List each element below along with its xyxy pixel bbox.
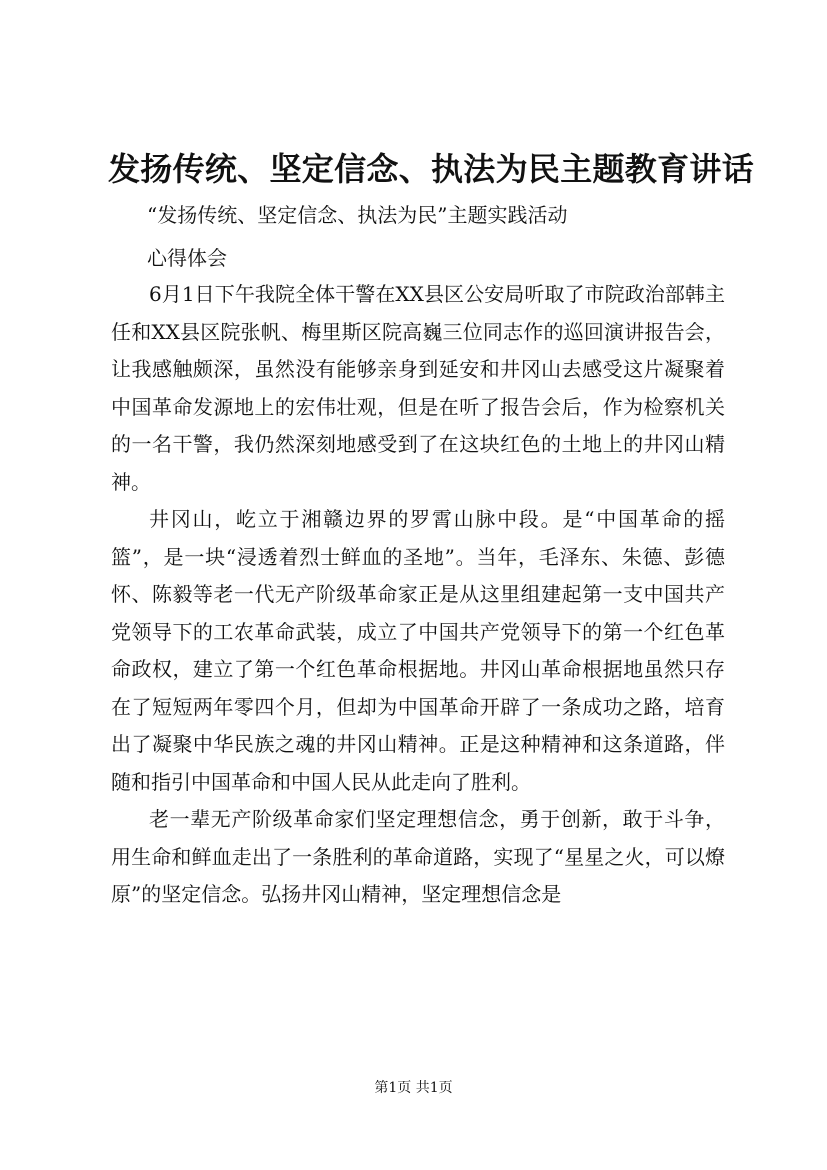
body-paragraph: 老一辈无产阶级革命家们坚定理想信念，勇于创新，敢于斗争，用生命和鲜血走出了一条胜利的革命道路，实现了“星星之火，可以燎原”的坚定信念。弘扬井冈山精神，坚定理想信念是 xyxy=(111,807,725,906)
document-body xyxy=(111,276,725,914)
document-subtitle: “发扬传统、坚定信念、执法为民”主题实践活动 xyxy=(147,203,568,227)
body-paragraph: 井冈山，屹立于湘赣边界的罗霄山脉中段。是“中国革命的摇篮”，是一块“浸透着烈士鲜血的圣地”。当年，毛泽东、朱德、彭德怀、陈毅等老一代无产阶级革命家正是从这里组建起第一支中国共产党领导下的工农革命武装，成立了中国共产党领导下的第一个红色革命政权，建立了第一个红色革命根据地。井冈山革命根据地虽然只存在了短短两年零四个月，但却为中国革命开辟了一条成功之路，培育出了凝聚中华民族之魂的井冈山精神。正是这种精神和这条道路，伴随和指引中国革命和中国人民从此走向了胜利。 xyxy=(111,507,725,794)
document-subtitle-continued: 心得体会 xyxy=(147,246,227,270)
document-title: 发扬传统、坚定信念、执法为民主题教育讲话 xyxy=(108,150,755,188)
page-footer: 第1页 共1页 xyxy=(374,1080,453,1096)
body-paragraph: 6月1日下午我院全体干警在XX县区公安局听取了市院政治部韩主任和XX县区院张帆、梅里斯区院高巍三位同志作的巡回演讲报告会，让我感触颇深，虽然没有能够亲身到延安和井冈山去感受这片凝聚着中国革命发源地上的宏伟壮观，但是在听了报告会后，作为检察机关的一名干警，我仍然深刻地感受到了在这块红色的土地上的井冈山精神。 xyxy=(111,282,725,494)
